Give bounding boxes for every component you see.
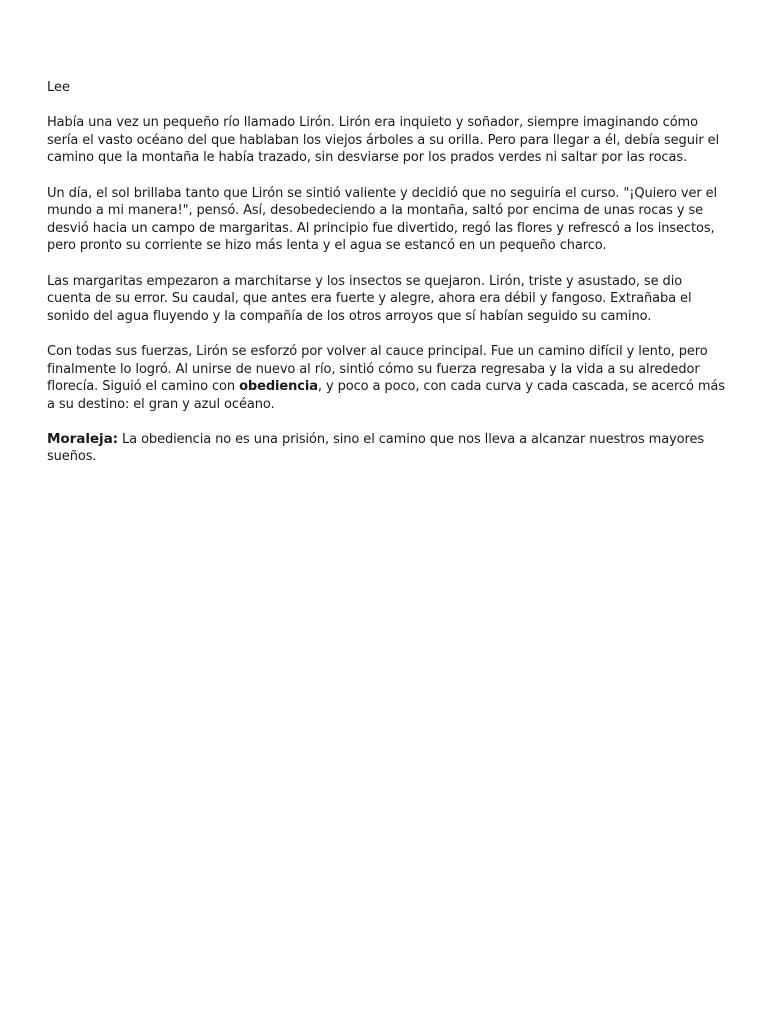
paragraph-4-bold-word: obediencia: [239, 379, 318, 395]
moral-text: La obediencia no es una prisión, sino el camino que nos lleva a alcanzar nuestros mayores sueños.: [47, 431, 705, 465]
document-page: [47, 79, 727, 484]
paragraph-2: Un día, el sol brillaba tanto que Lirón se sintió valiente y decidió que no seguiría el curso. "¡Quiero ver el mundo a mi manera!", pensó. Así, desobedeciendo a la montaña, saltó por encima de unas rocas y se desvió hacia un campo de margaritas. Al principio fue divertido, regó las flores y refrescó a los insectos, pero pronto su corriente se hizo más lenta y el agua se estancó en un pequeño charco.: [47, 185, 718, 254]
moral-label: Moraleja:: [47, 430, 118, 447]
paragraph-1: Había una vez un pequeño río llamado Lirón. Lirón era inquieto y soñador, siempre imaginando cómo sería el vasto océano del que hablaban los viejos árboles a su orilla. Pero para llegar a él, debía seguir el camino que la montaña le había trazado, sin desviarse por los prados verdes ni saltar por las rocas.: [47, 115, 720, 166]
paragraph-4: [47, 343, 727, 413]
moral-paragraph: [47, 431, 727, 466]
paragraph-4-text-before: Con todas sus fuerzas, Lirón se esforzó por volver al cauce principal. Fue un camino difícil y lento, pero finalmente lo logró. Al unirse de nuevo al río, sintió cómo su fuerza regresaba y la vida a su alrededor florecía. Siguió el camino con: [47, 343, 708, 395]
paragraph-3: Las margaritas empezaron a marchitarse y los insectos se quejaron. Lirón, triste y asustado, se dio cuenta de su error. Su caudal, que antes era fuerte y alegre, ahora era débil y fangoso. Extrañaba el sonido del agua fluyendo y la compañía de los otros arroyos que sí habían seguido su camino.: [47, 273, 692, 324]
paragraph-4-text-after: , y poco a poco, con cada curva y cada cascada, se acercó más a su destino: el gran y azul océano.: [47, 379, 725, 412]
document-heading: Lee: [47, 80, 71, 95]
